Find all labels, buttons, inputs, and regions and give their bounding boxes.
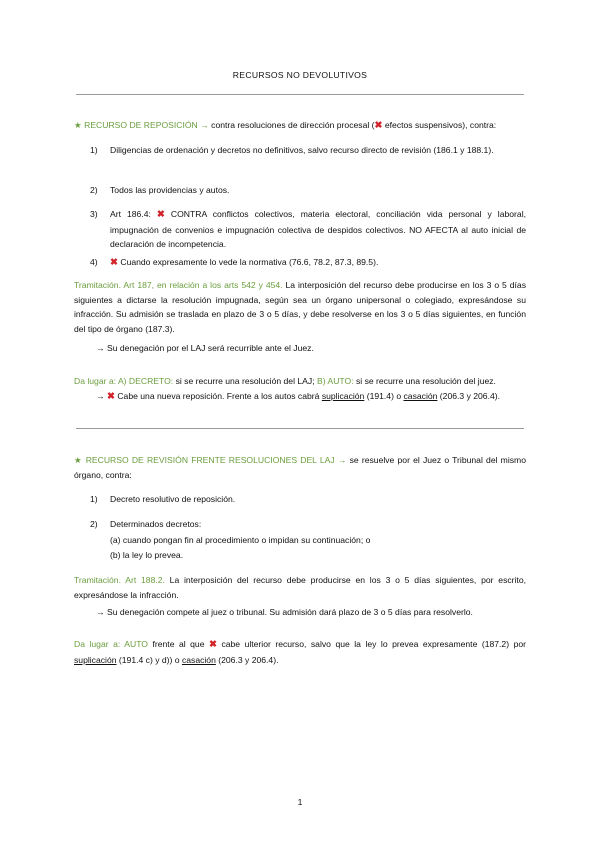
star-icon: ★ bbox=[74, 120, 82, 130]
list-item: 3) Art 186.4: ✖ CONTRA conflictos colectivos, materia electoral, conciliación vida personal y laboral, impugnación de convenios e impugnación colectiva de despidos colectivos. NO AFECTA al auto inicial de declaración de incompetencia. bbox=[90, 209, 526, 250]
page-title: RECURSOS NO DEVOLUTIVOS bbox=[232, 70, 368, 80]
sub-item-b: (b) la ley lo prevea. bbox=[110, 550, 184, 560]
x-mark-icon: ✖ bbox=[110, 257, 118, 268]
cabe-note: → ✖ Cabe una nueva reposición. Frente a los autos cabrá suplicación (191.4) o casación (206.3 y 206.4). bbox=[96, 391, 501, 402]
denegacion-note: → Su denegación por el LAJ será recurrible ante el Juez. bbox=[96, 343, 314, 353]
list-item: 1) Diligencias de ordenación y decretos no definitivos, salvo recurso directo de revisión (186.1 y 188.1). bbox=[90, 145, 494, 155]
section2-heading: ★ RECURSO DE REVISIÓN FRENTE RESOLUCIONES DEL LAJ → se resuelve por el Juez o Tribunal del mismo órgano, contra: bbox=[74, 455, 526, 480]
tramitacion-paragraph: Tramitación. Art 187, en relación a los arts 542 y 454. La interposición del recurso debe producirse en los 3 o 5 días siguientes a dictarse la resolución impugnada, según sea un órgano unipersonal o colegiado, expresándose su infracción. Su admisión se traslada en plazo de 3 o 5 días, y debe resolverse en los 3 o 5 días siguientes, en función del tipo de órgano (187.3). bbox=[74, 280, 526, 334]
x-mark-icon: ✖ bbox=[106, 391, 115, 402]
list-item: 2) Determinados decretos: bbox=[90, 519, 202, 529]
list-item: 1) Decreto resolutivo de reposición. bbox=[90, 494, 236, 504]
x-mark-icon: ✖ bbox=[208, 639, 217, 650]
arrow-icon: → bbox=[197, 120, 212, 130]
list-item: 2) Todos las providencias y autos. bbox=[90, 185, 230, 195]
divider-middle bbox=[76, 428, 524, 429]
tramitacion-paragraph: Tramitación. Art 188.2. La interposición del recurso debe producirse en los 3 o 5 días siguientes, por escrito, expresándose la infracción. bbox=[74, 575, 526, 600]
list-item: 4) ✖ Cuando expresamente lo vede la normativa (76.6, 78.2, 87.3, 89.5). bbox=[90, 257, 379, 268]
denegacion-note: → Su denegación compete al juez o tribunal. Su admisión dará plazo de 3 o 5 días para resolverlo. bbox=[96, 607, 473, 617]
tramitacion-label: Tramitación. Art 187, en relación a los arts 542 y 454. bbox=[74, 280, 283, 290]
page-number: 1 bbox=[297, 797, 303, 807]
arrow-icon: → bbox=[334, 455, 350, 465]
section2-title: RECURSO DE REVISIÓN FRENTE RESOLUCIONES DEL LAJ bbox=[85, 455, 335, 465]
x-mark-icon: ✖ bbox=[156, 209, 165, 220]
section1-title: RECURSO DE REPOSICIÓN bbox=[84, 120, 198, 130]
lugar-paragraph: Da lugar a: AUTO frente al que ✖ cabe ulterior recurso, salvo que la ley lo prevea expresamente (187.2) por suplicación (191.4 c) y d)) o casación (206.3 y 206.4). bbox=[74, 639, 526, 665]
star-icon: ★ bbox=[74, 455, 83, 465]
arrow-icon: → bbox=[96, 391, 107, 401]
section1-heading: ★ RECURSO DE REPOSICIÓN → contra resoluciones de dirección procesal (✖ efectos suspensivos), contra: bbox=[74, 120, 497, 131]
tramitacion-label: Tramitación. Art 188.2. bbox=[74, 575, 165, 585]
sub-item-a: (a) cuando pongan fin al procedimiento o impidan su continuación; o bbox=[110, 535, 371, 545]
divider-top bbox=[76, 94, 524, 95]
x-mark-icon: ✖ bbox=[374, 120, 383, 131]
lugar-paragraph: Da lugar a: A) DECRETO: si se recurre una resolución del LAJ; B) AUTO: si se recurre una resolución del juez. bbox=[74, 376, 496, 386]
